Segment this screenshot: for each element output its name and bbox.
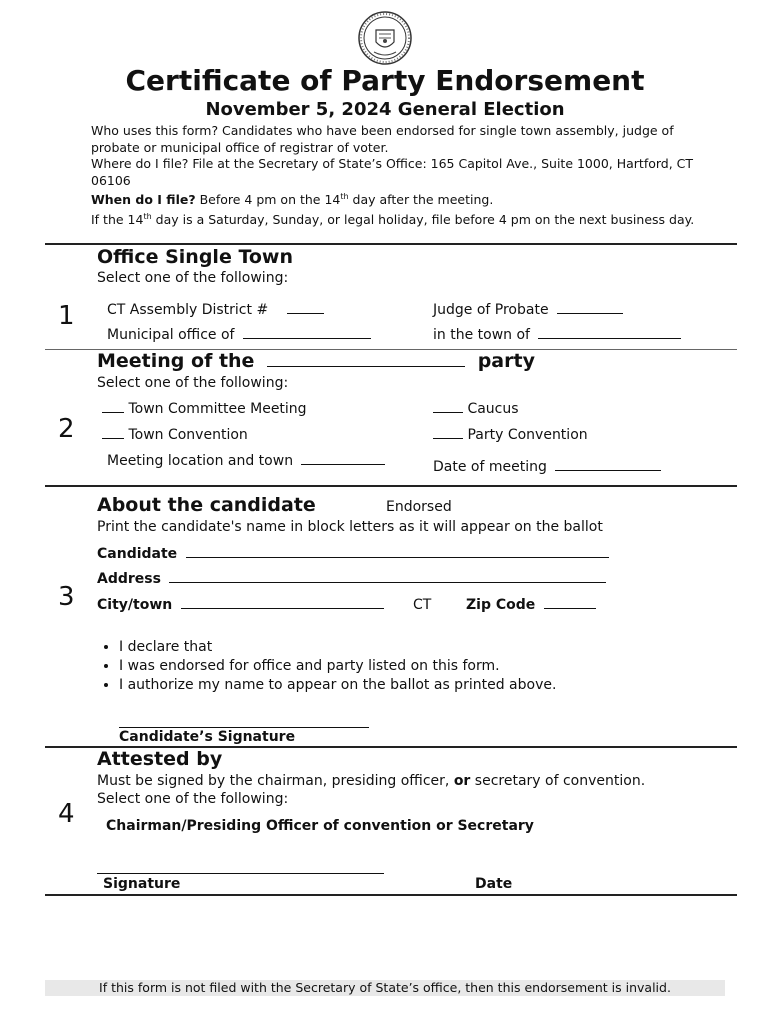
attest-instruction-post: secretary of convention. [470, 773, 646, 789]
section-2-instruction: Select one of the following: [97, 375, 289, 391]
attest-instruction-or: or [453, 773, 471, 789]
address-label: Address [97, 571, 161, 587]
endorsed-label: Endorsed [386, 499, 452, 515]
declarations [97, 638, 657, 695]
section-1-heading: Office Single Town [97, 246, 294, 268]
zip-row[interactable] [466, 596, 596, 613]
candidate-name-field[interactable] [186, 545, 609, 558]
candidate-signature-line[interactable] [119, 727, 369, 728]
section-3-heading: About the candidate [97, 494, 316, 516]
assembly-district-option[interactable] [107, 301, 324, 318]
assembly-district-label: CT Assembly District # [107, 302, 269, 318]
municipal-office-field[interactable] [243, 326, 371, 339]
address-field[interactable] [169, 570, 606, 583]
section-1-instruction: Select one of the following: [97, 270, 289, 286]
divider [45, 485, 737, 487]
holiday-sup: th [143, 211, 152, 221]
where-file-text: Where do I file? File at the Secretary of State’s Office: 165 Capitol Ave., Suite 1000, Hartford, CT 06106 [91, 156, 694, 188]
footer-notice: If this form is not filed with the Secretary of State’s office, then this endorsement is invalid. [45, 980, 725, 996]
section-4-number: 4 [58, 799, 75, 829]
meeting-location-label: Meeting location and town [107, 453, 294, 469]
caucus-checkline[interactable] [433, 402, 463, 413]
section-2-heading [97, 350, 535, 372]
candidate-row[interactable] [97, 545, 609, 562]
who-uses-text: Who uses this form? Candidates who have been endorsed for single town assembly, judge of probate or municipal office of registrar of voter. [91, 123, 674, 155]
municipal-office-label: Municipal office of [107, 327, 235, 343]
party-convention-checkline[interactable] [433, 428, 463, 439]
attest-signature-label: Signature [103, 876, 181, 892]
section-3-number: 3 [58, 582, 75, 612]
city-label: City/town [97, 597, 173, 613]
meeting-date-field[interactable] [555, 458, 661, 471]
candidate-signature-label: Candidate’s Signature [119, 729, 296, 745]
intro-text [91, 123, 711, 228]
probate-town-label: in the town of [433, 327, 530, 343]
party-name-field[interactable] [267, 350, 465, 367]
declaration-item: • I authorize my name to appear on the ballot as printed above. [119, 676, 657, 695]
attest-date-label: Date [475, 876, 513, 892]
party-convention-option[interactable] [433, 427, 588, 443]
section-4-heading: Attested by [97, 748, 223, 770]
candidate-label: Candidate [97, 546, 178, 562]
when-file-label: When do I file? [91, 192, 196, 208]
city-field[interactable] [181, 596, 384, 609]
page-title: Certificate of Party Endorsement [125, 64, 645, 97]
when-file-pre: Before 4 pm on the 14 [195, 192, 341, 208]
meeting-location-row[interactable] [107, 452, 385, 469]
meeting-of-the-label: Meeting of the [97, 350, 255, 372]
divider [45, 243, 737, 245]
zip-field[interactable] [544, 596, 596, 609]
holiday-post: day is a Saturday, Sunday, or legal holiday, file before 4 pm on the next business day. [151, 211, 695, 227]
meeting-date-label: Date of meeting [433, 459, 547, 475]
judge-of-probate-field[interactable] [557, 301, 623, 314]
when-file-sup: th [340, 192, 349, 201]
probate-town-option[interactable] [433, 326, 681, 343]
state-seal-icon [357, 10, 413, 66]
attest-signature-line[interactable] [97, 873, 384, 874]
section-3-instruction: Print the candidate's name in block letters as it will appear on the ballot [97, 519, 603, 535]
town-committee-option[interactable] [102, 401, 307, 417]
section-2-number: 2 [58, 414, 75, 444]
divider [45, 894, 737, 896]
town-convention-option[interactable] [102, 427, 248, 443]
caucus-label: Caucus [467, 401, 519, 417]
judge-of-probate-option[interactable] [433, 301, 623, 318]
attest-instruction-pre: Must be signed by the chairman, presiding officer, [97, 773, 454, 789]
section-4-instruction [97, 773, 645, 789]
meeting-location-field[interactable] [301, 452, 385, 465]
section-1-number: 1 [58, 301, 75, 331]
town-committee-checkline[interactable] [102, 402, 124, 413]
zip-label: Zip Code [466, 597, 536, 613]
judge-of-probate-label: Judge of Probate [433, 302, 549, 318]
section-4-instruction-2: Select one of the following: [97, 791, 289, 807]
town-convention-checkline[interactable] [102, 428, 124, 439]
meeting-date-row[interactable] [433, 458, 661, 475]
holiday-pre: If the 14 [91, 211, 144, 227]
city-row[interactable] [97, 596, 384, 613]
when-file-post: day after the meeting. [348, 192, 494, 208]
party-label: party [477, 350, 535, 372]
page-subtitle: November 5, 2024 General Election [205, 99, 565, 120]
party-convention-label: Party Convention [467, 427, 588, 443]
declaration-item: • I was endorsed for office and party listed on this form. [119, 657, 657, 676]
town-convention-label: Town Convention [128, 427, 248, 443]
attest-role-label: Chairman/Presiding Officer of convention or Secretary [106, 818, 534, 834]
municipal-office-option[interactable] [107, 326, 371, 343]
state-text: CT [413, 597, 432, 613]
address-row[interactable] [97, 570, 606, 587]
holiday-text [91, 209, 711, 229]
when-file-text [91, 189, 711, 209]
caucus-option[interactable] [433, 401, 519, 417]
town-committee-label: Town Committee Meeting [128, 401, 307, 417]
assembly-district-field[interactable] [287, 301, 324, 314]
probate-town-field[interactable] [538, 326, 681, 339]
declaration-item: • I declare that [119, 638, 657, 657]
